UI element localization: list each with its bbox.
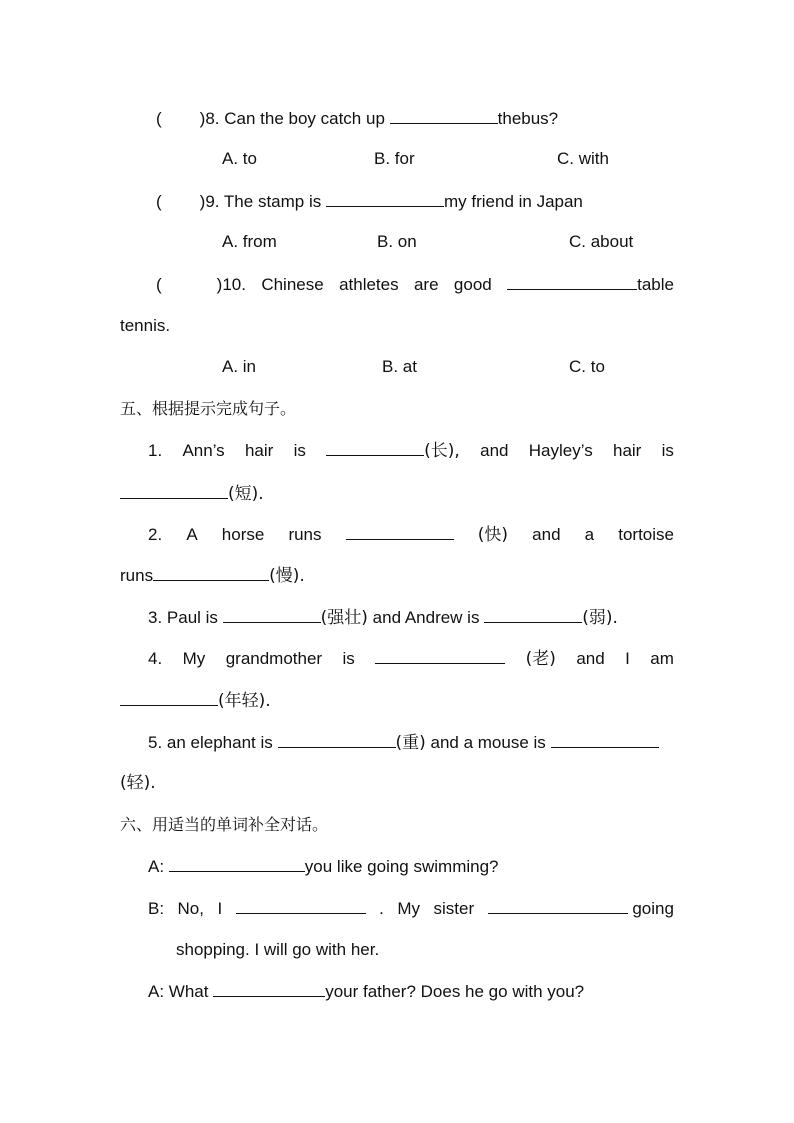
word: A <box>186 525 198 544</box>
sentence-4-continued <box>120 689 271 712</box>
answer-blank[interactable] <box>120 689 218 706</box>
word: I <box>217 899 223 918</box>
answer-blank[interactable] <box>484 606 582 623</box>
word: and <box>480 441 509 460</box>
answer-blank[interactable] <box>375 647 505 664</box>
word: is <box>661 441 674 460</box>
option-c: C. with <box>557 149 609 168</box>
word: runs <box>288 525 322 544</box>
sentence-text: 5. an elephant is <box>148 733 273 752</box>
answer-blank[interactable] <box>153 564 269 581</box>
sentence-2-continued <box>120 564 305 587</box>
word: No, <box>177 899 204 918</box>
hint-long: (长), <box>424 441 460 461</box>
answer-blank[interactable] <box>326 190 444 207</box>
question-text-after: thebus? <box>497 109 559 128</box>
word: is <box>293 441 306 460</box>
word: good <box>453 275 492 294</box>
word: a <box>584 525 595 544</box>
answer-blank[interactable] <box>551 731 659 748</box>
word: and <box>532 525 561 544</box>
word: My <box>182 649 206 668</box>
sentence-text: and Andrew is <box>372 608 480 627</box>
hint-weak: (弱). <box>582 608 618 628</box>
question-8 <box>156 107 558 130</box>
answer-blank[interactable] <box>390 107 498 124</box>
sentence-1 <box>148 439 674 462</box>
word: Ann’s <box>182 441 225 460</box>
sentence-1-continued <box>120 482 264 505</box>
answer-blank[interactable] <box>326 439 424 456</box>
speaker-label: A: <box>148 857 165 876</box>
word: My <box>397 899 421 918</box>
sentence-4 <box>148 647 674 670</box>
dialogue-line-2 <box>148 897 674 920</box>
word: tortoise <box>618 525 674 544</box>
speaker-label: B: <box>148 899 165 918</box>
word: grandmother <box>225 649 323 668</box>
word: are <box>413 275 439 294</box>
word: runs <box>120 566 154 585</box>
answer-paren-open: ( <box>156 275 162 294</box>
dialogue-line-1 <box>148 855 499 878</box>
answer-blank[interactable] <box>236 897 366 914</box>
hint-old: (老) <box>525 649 556 669</box>
word: and <box>576 649 605 668</box>
answer-blank[interactable] <box>507 273 637 290</box>
sentence-text: and a mouse is <box>430 733 546 752</box>
word: sister <box>433 899 475 918</box>
word: athletes <box>339 275 399 294</box>
question-text-after: my friend in Japan <box>443 192 583 211</box>
answer-blank[interactable] <box>120 482 228 499</box>
option-b: B. on <box>377 232 417 251</box>
sentence-text: 3. Paul is <box>148 608 218 627</box>
word: horse <box>221 525 265 544</box>
word: I <box>625 649 630 668</box>
word: Chinese <box>261 275 324 294</box>
punctuation: . <box>379 899 384 918</box>
sentence-3 <box>148 606 618 629</box>
word: 2. <box>148 525 163 544</box>
sentence-2 <box>148 523 674 546</box>
answer-blank[interactable] <box>278 731 396 748</box>
word: 1. <box>148 441 163 460</box>
word: Hayley’s <box>528 441 593 460</box>
option-c: C. about <box>569 232 634 251</box>
word: is <box>342 649 355 668</box>
option-a: A. from <box>222 232 277 251</box>
answer-paren-open: ( <box>156 192 162 211</box>
question-text: )9. The stamp is <box>199 192 322 211</box>
option-b: B. at <box>382 357 417 376</box>
answer-paren-open: ( <box>156 109 162 128</box>
word: 4. <box>148 649 163 668</box>
question-number: )10. <box>216 275 246 294</box>
hint-young: (年轻). <box>218 691 271 711</box>
answer-blank[interactable] <box>213 980 325 997</box>
word: going <box>632 899 674 918</box>
dialogue-text: your father? Does he go with you? <box>325 982 585 1001</box>
hint-light: (轻). <box>120 773 156 793</box>
question-text: )8. Can the boy catch up <box>199 109 385 128</box>
dialogue-text: A: What <box>148 982 209 1001</box>
dialogue-line-2-continued: shopping. I will go with her. <box>176 940 380 959</box>
hint-slow: (慢). <box>269 566 305 586</box>
answer-blank[interactable] <box>488 897 628 914</box>
dialogue-text: you like going swimming? <box>304 857 499 876</box>
question-10-continued: tennis. <box>120 316 171 335</box>
option-a: A. to <box>222 149 257 168</box>
hint-fast: (快) <box>477 525 509 545</box>
section-6-heading: 六、用适当的单词补全对话。 <box>120 815 329 834</box>
answer-blank[interactable] <box>346 523 454 540</box>
answer-blank[interactable] <box>169 855 305 872</box>
option-a: A. in <box>222 357 257 376</box>
hint-strong: (强壮) <box>320 608 368 628</box>
question-9 <box>156 190 583 213</box>
option-b: B. for <box>374 149 415 168</box>
option-c: C. to <box>569 357 605 376</box>
sentence-5 <box>148 731 659 754</box>
dialogue-line-3 <box>148 980 584 1003</box>
section-5-heading: 五、根据提示完成句子。 <box>120 399 297 418</box>
answer-blank[interactable] <box>223 606 321 623</box>
question-10 <box>156 273 674 296</box>
word: hair <box>613 441 642 460</box>
word: am <box>650 649 674 668</box>
question-text-after: table <box>637 275 674 294</box>
hint-heavy: (重) <box>395 733 426 753</box>
word: hair <box>244 441 274 460</box>
hint-short: (短). <box>228 484 264 504</box>
